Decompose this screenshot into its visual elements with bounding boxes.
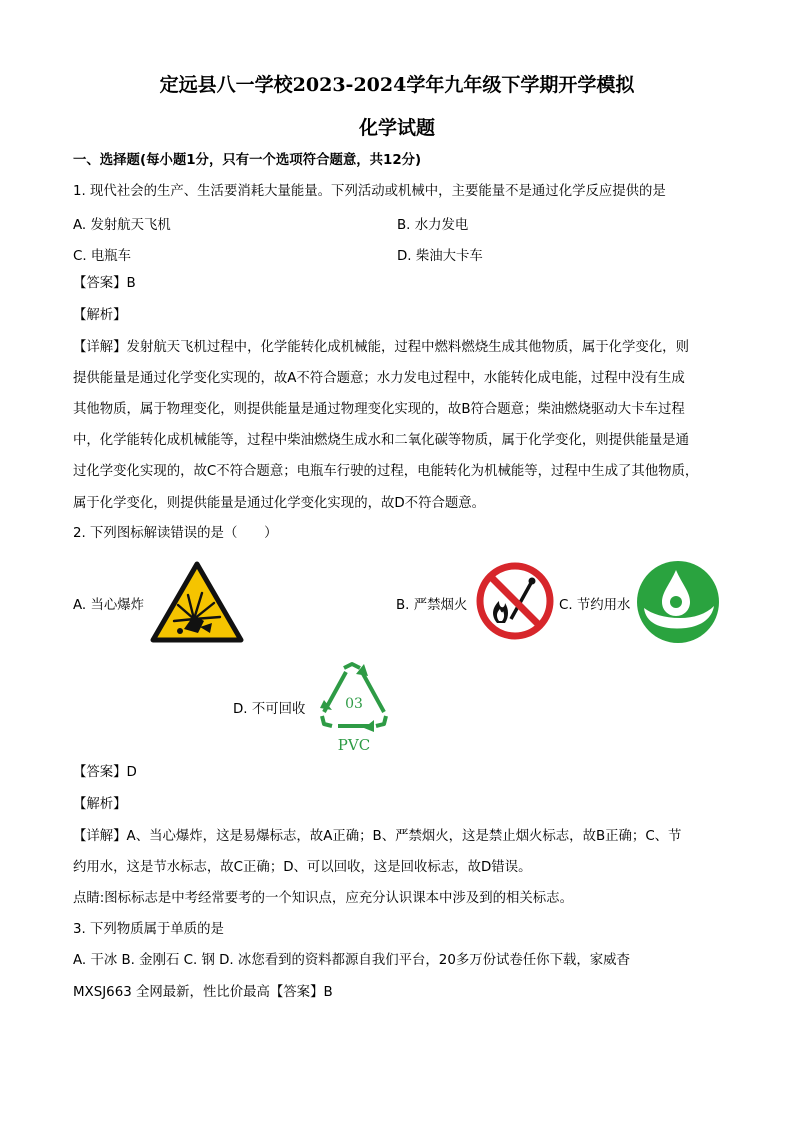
q1-detail-line: 属于化学变化，则提供能量是通过化学变化实现的，故D不符合题意。 bbox=[73, 496, 486, 511]
no-fire-icon bbox=[475, 561, 555, 645]
q2-option-d: D. 不可回收 bbox=[233, 702, 306, 717]
q1-stem: 1. 现代社会的生产、生活要消耗大量能量。下列活动或机械中，主要能量不是通过化学反应提供的是 bbox=[73, 184, 666, 199]
q2-option-c: C. 节约用水 bbox=[559, 598, 631, 613]
q3-tail-line bbox=[73, 984, 333, 1002]
q1-option-a: A. 发射航天飞机 bbox=[73, 218, 171, 233]
q2-analysis-label: 【解析】 bbox=[73, 797, 127, 812]
water-saving-icon bbox=[636, 560, 720, 648]
recycle-pvc-icon bbox=[312, 660, 396, 760]
q3-options: A. 干冰 B. 金刚石 C. 钢 D. 冰您看到的资料都源自我们平台，20多万份试卷任你下载，家威杳 bbox=[73, 953, 630, 968]
q2-option-b: B. 严禁烟火 bbox=[396, 598, 468, 613]
q2-option-a: A. 当心爆炸 bbox=[73, 598, 144, 613]
q1-detail-line: 过化学变化实现的，故C不符合题意；电瓶车行驶的过程，电能转化为机械能等，过程中生成了其他物质， bbox=[73, 464, 699, 479]
section-heading: 一、选择题(每小题1分，只有一个选项符合题意，共12分) bbox=[73, 153, 422, 168]
q1-option-b: B. 水力发电 bbox=[397, 218, 469, 233]
q1-detail-line: 其他物质，属于物理变化，则提供能量是通过物理变化实现的，故B符合题意；柴油燃烧驱动大卡车过程 bbox=[73, 402, 685, 417]
q3-answer: 【答案】B bbox=[269, 985, 333, 1000]
q2-answer: 【答案】D bbox=[73, 765, 137, 780]
explosive-warning-icon bbox=[150, 561, 244, 647]
q3-tail-text: MXSJ663 全网最新，性比价最高 bbox=[73, 985, 270, 1000]
q1-detail-line: 提供能量是通过化学变化实现的，故A不符合题意；水力发电过程中，水能转化成电能，过程中没有生成 bbox=[73, 371, 685, 386]
title-line-2: 化学试题 bbox=[358, 117, 435, 139]
q1-detail-line: 中，化学能转化成机械能等，过程中柴油燃烧生成水和二氧化碳等物质，属于化学变化，则提供能量是通 bbox=[73, 433, 689, 448]
q3-stem: 3. 下列物质属于单质的是 bbox=[73, 922, 224, 937]
q1-option-d: D. 柴油大卡车 bbox=[397, 249, 483, 264]
q2-detail-line: 约用水，这是节水标志，故C正确；D、可以回收，这是回收标志，故D错误。 bbox=[73, 860, 532, 875]
q2-note: 点睛:图标标志是中考经常要考的一个知识点，应充分认识课本中涉及到的相关标志。 bbox=[73, 891, 573, 906]
q1-answer: 【答案】B bbox=[73, 276, 136, 291]
q2-detail-line: 【详解】A、当心爆炸，这是易爆标志，故A正确；B、严禁烟火，这是禁止烟火标志，故B正确；C、节 bbox=[73, 829, 682, 844]
q1-analysis-label: 【解析】 bbox=[73, 308, 127, 323]
recycle-label: PVC bbox=[337, 736, 371, 754]
recycle-number: 03 bbox=[345, 696, 363, 712]
q1-detail-line: 【详解】发射航天飞机过程中，化学能转化成机械能，过程中燃料燃烧生成其他物质，属于化学变化，则 bbox=[73, 340, 689, 355]
q1-option-c: C. 电瓶车 bbox=[73, 249, 132, 264]
q2-stem: 2. 下列图标解读错误的是（ ） bbox=[73, 526, 278, 541]
title-line-1: 定远县八一学校2023-2024学年九年级下学期开学模拟 bbox=[159, 74, 635, 96]
